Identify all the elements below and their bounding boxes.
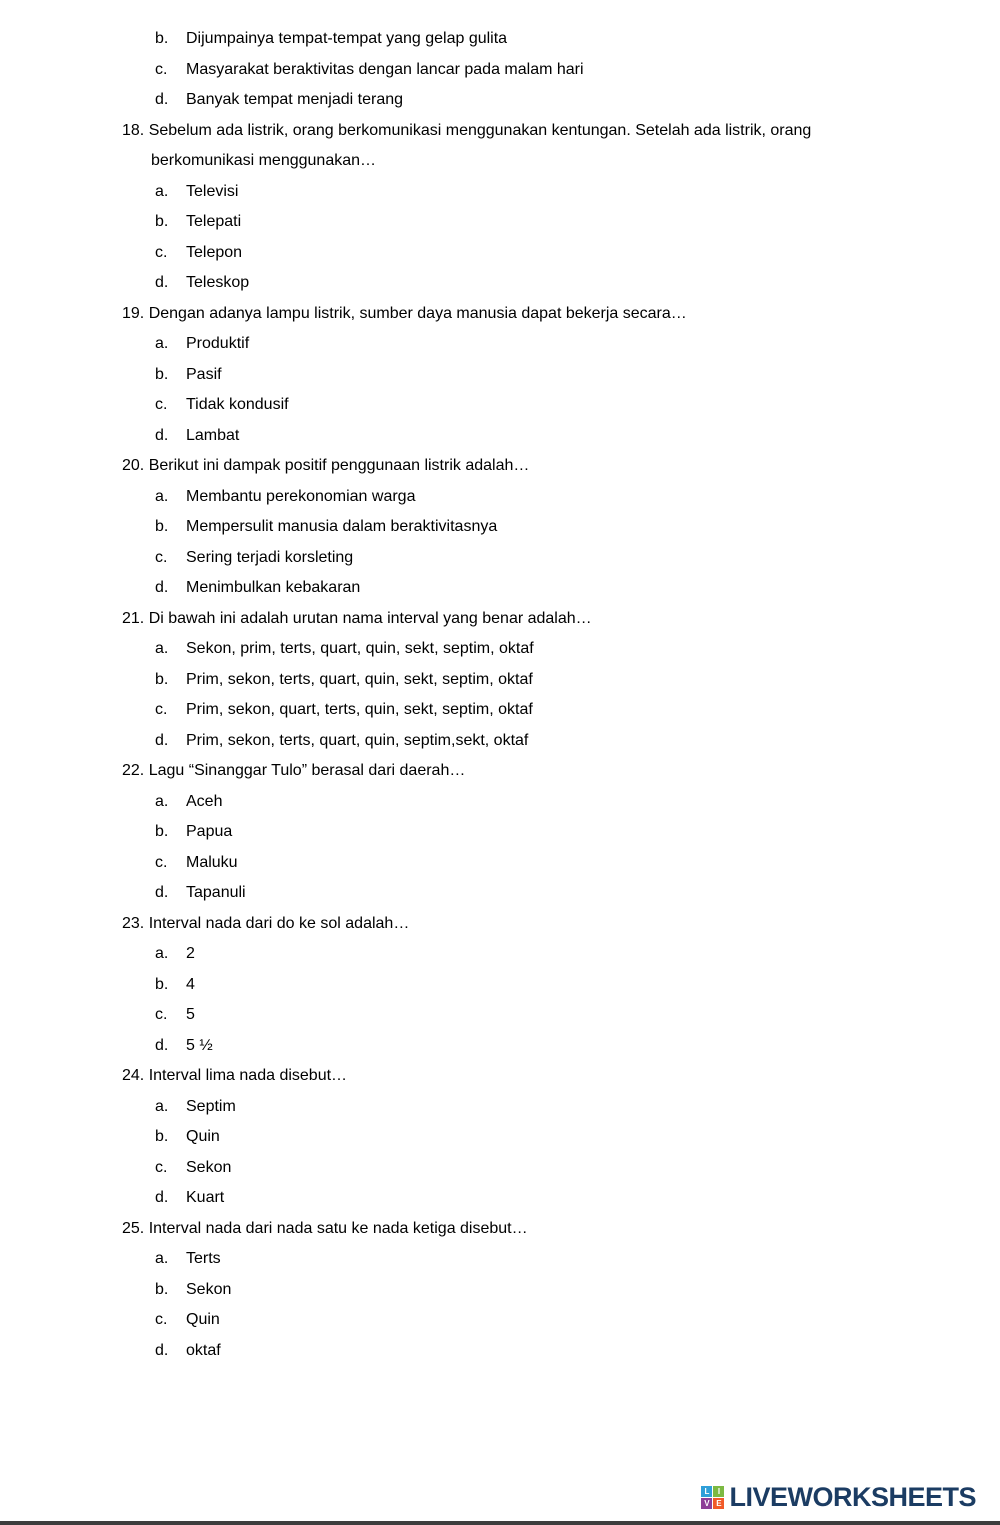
question-text (122, 116, 914, 177)
question-number: 22. (122, 762, 145, 779)
option-text: 5 ½ (186, 1036, 213, 1054)
option-letter: b. (155, 30, 169, 47)
option-letter: c. (155, 243, 168, 261)
option-letter: c. (155, 1006, 168, 1023)
option-row[interactable] (122, 695, 914, 726)
question-number: 24. (122, 1067, 145, 1084)
logo-square-i: I (713, 1486, 724, 1497)
question-block (122, 1214, 914, 1367)
option-row[interactable] (122, 665, 914, 696)
option-text: Maluku (186, 853, 238, 871)
option-text: Quin (186, 1311, 220, 1328)
option-text: 2 (186, 945, 195, 962)
option-letter: a. (155, 792, 169, 810)
option-row[interactable] (122, 970, 914, 1001)
option-text: Menimbulkan kebakaran (186, 579, 361, 596)
option-text: Telepati (186, 213, 242, 230)
option-letter: a. (155, 487, 169, 505)
option-text: Telepon (186, 243, 243, 261)
option-letter: b. (155, 518, 169, 535)
option-row[interactable] (122, 543, 914, 574)
question-text-body: Dengan adanya lampu listrik, sumber daya manusia dapat bekerja secara… (148, 304, 687, 322)
option-text: Prim, sekon, terts, quart, quin, sekt, septim, oktaf (186, 670, 533, 688)
option-letter: b. (155, 213, 169, 230)
option-row[interactable] (122, 1183, 914, 1214)
brand-text: LIVEWORKSHEETS (729, 1482, 976, 1512)
option-row[interactable] (122, 1122, 914, 1153)
option-row[interactable] (122, 848, 914, 879)
liveworksheets-logo[interactable] (701, 1482, 976, 1513)
option-letter: c. (155, 548, 168, 566)
option-row[interactable] (122, 1031, 914, 1062)
option-row[interactable] (122, 1244, 914, 1275)
option-letter: a. (155, 1250, 169, 1267)
option-letter: c. (155, 60, 168, 78)
question-text (122, 756, 914, 787)
option-row[interactable] (122, 573, 914, 604)
option-letter: d. (155, 731, 169, 749)
option-text: Septim (186, 1097, 236, 1115)
option-row[interactable] (122, 1275, 914, 1306)
option-row[interactable] (122, 1305, 914, 1336)
logo-square-l: L (701, 1486, 712, 1497)
question-number: 21. (122, 609, 145, 627)
question-text-body: Interval lima nada disebut… (148, 1067, 348, 1084)
question-text-body: Interval nada dari do ke sol adalah… (148, 914, 410, 932)
option-letter: c. (155, 701, 168, 718)
question-block (122, 451, 914, 604)
question-text (122, 909, 914, 940)
option-row[interactable] (122, 85, 914, 116)
option-text: Sekon (186, 1280, 232, 1298)
option-row[interactable] (122, 55, 914, 86)
option-letter: d. (155, 1036, 169, 1054)
option-letter: b. (155, 823, 169, 840)
option-text: Kuart (186, 1189, 225, 1206)
question-text-body: Berikut ini dampak positif penggunaan listrik adalah… (148, 457, 530, 474)
option-letter: b. (155, 975, 169, 993)
option-letter: c. (155, 1311, 168, 1328)
option-text: Sekon, prim, terts, quart, quin, sekt, septim, oktaf (186, 640, 534, 657)
option-text: Tapanuli (186, 884, 246, 901)
option-letter: d. (155, 274, 169, 291)
option-text: Quin (186, 1128, 220, 1145)
question-block (122, 909, 914, 1062)
option-row[interactable] (122, 939, 914, 970)
option-letter: c. (155, 853, 168, 871)
option-letter: b. (155, 365, 169, 383)
logo-square-e: E (713, 1498, 724, 1509)
option-text: Masyarakat beraktivitas dengan lancar pada malam hari (186, 60, 584, 78)
option-row[interactable] (122, 1092, 914, 1123)
option-letter: b. (155, 670, 169, 688)
option-row[interactable] (122, 1153, 914, 1184)
question-block (122, 1061, 914, 1214)
option-letter: a. (155, 1097, 169, 1115)
option-text: Produktif (186, 335, 250, 352)
page-bottom-edge (0, 1521, 1000, 1525)
option-row[interactable] (122, 177, 914, 208)
question-number: 25. (122, 1219, 145, 1237)
question-block (122, 299, 914, 452)
option-text: Mempersulit manusia dalam beraktivitasnya (186, 518, 498, 535)
option-text: Dijumpainya tempat-tempat yang gelap gulita (186, 30, 508, 47)
option-letter: a. (155, 182, 169, 200)
option-letter: d. (155, 1189, 169, 1206)
question-number: 20. (122, 457, 145, 474)
option-letter: c. (155, 1158, 168, 1176)
question-text-body: Sebelum ada listrik, orang berkomunikasi menggunakan kentungan. Setelah ada listrik, orang berkomunikasi menggunakan… (148, 121, 812, 169)
option-text: Sering terjadi korsleting (186, 548, 354, 566)
question-text (122, 604, 914, 635)
option-text: Sekon (186, 1158, 232, 1176)
option-text: 4 (186, 975, 195, 993)
question-text-body: Di bawah ini adalah urutan nama interval yang benar adalah… (148, 609, 592, 627)
worksheet-content (122, 24, 914, 1366)
question-text (122, 299, 914, 330)
option-text: 5 (186, 1006, 195, 1023)
option-letter: d. (155, 426, 169, 444)
question-number: 18. (122, 121, 145, 139)
option-letter: d. (155, 579, 169, 596)
option-text: Prim, sekon, quart, terts, quin, sekt, septim, oktaf (186, 701, 533, 718)
option-letter: c. (155, 396, 168, 413)
question-block (122, 604, 914, 757)
option-text: Terts (186, 1250, 221, 1267)
option-row[interactable] (122, 878, 914, 909)
option-row[interactable] (122, 1000, 914, 1031)
option-row[interactable] (122, 817, 914, 848)
option-row[interactable] (122, 726, 914, 757)
option-row[interactable] (122, 207, 914, 238)
question-block (122, 756, 914, 909)
option-text: Lambat (186, 426, 240, 444)
option-letter: d. (155, 1341, 169, 1359)
option-text: Pasif (186, 365, 222, 383)
question-text-body: Interval nada dari nada satu ke nada ketiga disebut… (148, 1219, 528, 1237)
option-letter: a. (155, 640, 169, 657)
option-text: Tidak kondusif (186, 396, 289, 413)
option-text: Papua (186, 823, 233, 840)
liveworksheets-grid-icon (701, 1486, 724, 1509)
option-row[interactable] (122, 421, 914, 452)
question-text-body: Lagu “Sinanggar Tulo” berasal dari daerah… (148, 762, 466, 779)
option-letter: a. (155, 335, 169, 352)
question-number: 19. (122, 304, 145, 322)
option-row[interactable] (122, 482, 914, 513)
question-block (122, 116, 914, 299)
option-letter: d. (155, 884, 169, 901)
option-letter: a. (155, 945, 169, 962)
option-text: Prim, sekon, terts, quart, quin, septim,sekt, oktaf (186, 731, 529, 749)
option-letter: b. (155, 1280, 169, 1298)
logo-square-v: V (701, 1498, 712, 1509)
option-letter: d. (155, 91, 169, 108)
option-row[interactable] (122, 634, 914, 665)
option-row[interactable] (122, 329, 914, 360)
option-row[interactable] (122, 24, 914, 55)
option-row[interactable] (122, 268, 914, 299)
option-text: Banyak tempat menjadi terang (186, 91, 404, 108)
question-number: 23. (122, 914, 145, 932)
option-letter: b. (155, 1128, 169, 1145)
option-text: Aceh (186, 792, 223, 810)
question-text (122, 1061, 914, 1092)
option-row[interactable] (122, 390, 914, 421)
option-text: oktaf (186, 1341, 221, 1359)
option-row[interactable] (122, 238, 914, 269)
option-row[interactable] (122, 1336, 914, 1367)
option-text: Teleskop (186, 274, 250, 291)
option-row[interactable] (122, 512, 914, 543)
option-row[interactable] (122, 787, 914, 818)
option-text: Televisi (186, 182, 239, 200)
question-text (122, 451, 914, 482)
option-text: Membantu perekonomian warga (186, 487, 416, 505)
option-row[interactable] (122, 360, 914, 391)
question-text (122, 1214, 914, 1245)
